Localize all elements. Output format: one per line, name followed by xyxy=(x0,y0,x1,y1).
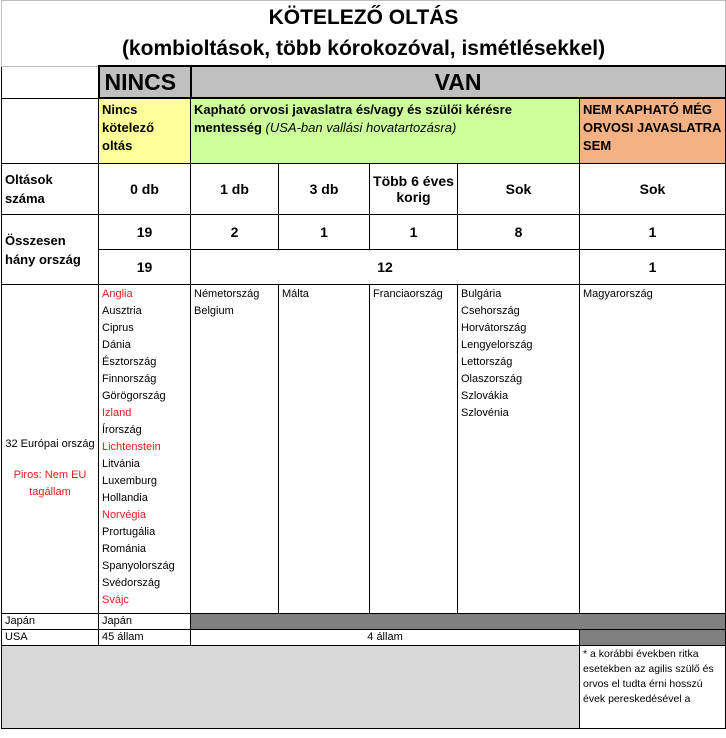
sub-kaphato-note: (USA-ban vallási hovatartozásra) xyxy=(265,120,457,135)
list-nem xyxy=(580,285,726,614)
title-line-1: KÖTELEZŐ OLTÁS xyxy=(268,6,459,29)
list-six xyxy=(370,285,458,614)
country-item: Franciaország xyxy=(373,288,443,300)
list-one xyxy=(191,285,279,614)
japan-value: Japán xyxy=(99,614,191,630)
country-item: Szlovákia xyxy=(461,390,509,402)
count-nincs: 0 db xyxy=(99,164,191,215)
country-item: Litvánia xyxy=(102,458,140,470)
country-item: Norvégia xyxy=(102,509,147,521)
country-item: Észtország xyxy=(102,356,157,368)
vaccination-table xyxy=(1,0,726,729)
count-3: 3 db xyxy=(279,164,370,215)
country-item: Csehország xyxy=(461,305,520,317)
country-item: Svájc xyxy=(102,594,129,606)
country-item: Görögország xyxy=(102,390,166,402)
country-item: Anglia xyxy=(102,288,133,300)
country-item: Horvátország xyxy=(461,322,527,334)
label-osszesen: Összesen hány ország xyxy=(2,215,99,285)
country-item: Svédország xyxy=(102,577,161,589)
country-count-nem: 1 xyxy=(580,215,726,250)
country-item: Hollandia xyxy=(102,492,148,504)
country-item: Belgium xyxy=(194,305,234,317)
country-item: Írország xyxy=(102,424,142,436)
label-oltasok: Oltások száma xyxy=(2,164,99,215)
country-item: Olaszország xyxy=(461,373,523,385)
country-item: Spanyolország xyxy=(102,560,175,572)
country-item: Finnország xyxy=(102,373,157,385)
country-count-3: 1 xyxy=(279,215,370,250)
country-item: Magyarország xyxy=(583,288,653,300)
japan-label: Japán xyxy=(2,614,99,630)
usa-label: USA xyxy=(2,630,99,646)
total-nincs: 19 xyxy=(99,250,191,285)
total-kaphato: 12 xyxy=(191,250,580,285)
country-item: Dánia xyxy=(102,339,131,351)
country-item: Lichtenstein xyxy=(102,441,161,453)
country-item: Bulgária xyxy=(461,288,502,300)
header-van: VAN xyxy=(191,66,726,98)
europe-label-cell xyxy=(2,285,99,614)
count-1: 1 db xyxy=(191,164,279,215)
list-three xyxy=(279,285,370,614)
country-item: Izland xyxy=(102,407,132,419)
count-6: Több 6 éves korig xyxy=(370,164,458,215)
sub-empty xyxy=(2,98,99,164)
country-count-nincs: 19 xyxy=(99,215,191,250)
country-item: Németország xyxy=(194,288,260,300)
country-count-1: 2 xyxy=(191,215,279,250)
table-title xyxy=(2,1,726,67)
usa-kaphato: 4 állam xyxy=(191,630,580,646)
corner-cell xyxy=(2,66,99,98)
country-item: Lengyelország xyxy=(461,339,533,351)
footnote: * a korábbi években ritka esetekben az agilis szülő és orvos el tudta érni hosszú évek pereskedésével a xyxy=(580,646,726,729)
country-count-6: 1 xyxy=(370,215,458,250)
country-item: Luxemburg xyxy=(102,475,158,487)
list-nincs xyxy=(99,285,191,614)
europe-label: 32 Európai ország xyxy=(5,437,95,450)
sub-kaphato-text: Kapható orvosi javaslatra és/vagy és szülői kérésre mentesség xyxy=(194,102,512,135)
title-line-2: (kombioltások, több kórokozóval, ismétlésekkel) xyxy=(121,37,606,60)
usa-gray xyxy=(580,630,726,646)
list-sok xyxy=(458,285,580,614)
japan-gray xyxy=(191,614,726,630)
country-count-sok: 8 xyxy=(458,215,580,250)
country-item: Lettország xyxy=(461,356,513,368)
red-legend: Piros: Nem EU tagállam xyxy=(13,468,87,498)
country-item: Románia xyxy=(102,543,147,555)
country-item: Ausztria xyxy=(102,305,142,317)
usa-nincs: 45 állam xyxy=(99,630,191,646)
sub-nincs: Nincs kötelező oltás xyxy=(99,98,191,164)
sub-kaphato xyxy=(191,98,580,164)
count-sok: Sok xyxy=(458,164,580,215)
country-item: Prortugália xyxy=(102,526,156,538)
header-nincs: NINCS xyxy=(99,66,191,98)
sub-nem-kaphato: NEM KAPHATÓ MÉG ORVOSI JAVASLATRA SEM xyxy=(580,98,726,164)
country-item: Málta xyxy=(282,288,309,300)
note-blank xyxy=(2,646,580,729)
total-nem-kaphato: 1 xyxy=(580,250,726,285)
count-nem-sok: Sok xyxy=(580,164,726,215)
country-item: Szlovénia xyxy=(461,407,509,419)
country-item: Ciprus xyxy=(102,322,134,334)
